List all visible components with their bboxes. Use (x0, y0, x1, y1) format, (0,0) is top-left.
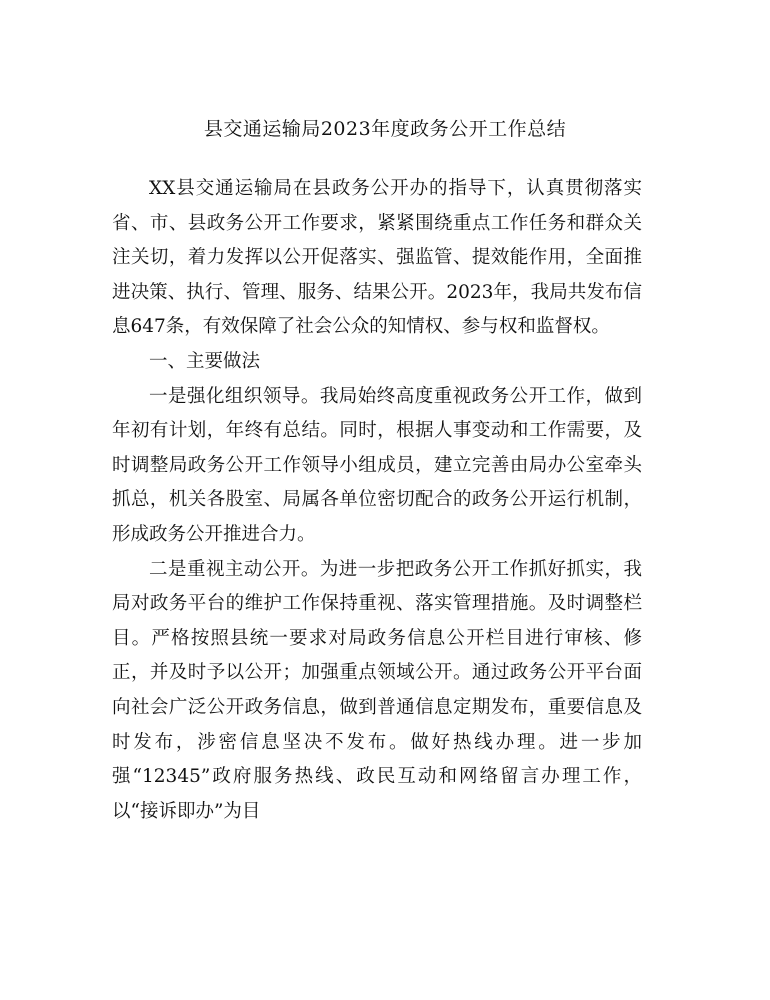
paragraph-organization-leadership: 一是强化组织领导。我局始终高度重视政务公开工作，做到年初有计划，年终有总结。同时，根据人事变动和工作需要，及时调整局政务公开工作领导小组成员，建立完善由局办公室牵头抓总，机关各股室、局属各单位密切配合的政务公开运行机制，形成政务公开推进合力。 (112, 385, 642, 545)
section-heading-main-practices: 一、主要做法 (149, 350, 261, 372)
intro-paragraph: XX县交通运输局在县政务公开办的指导下，认真贯彻落实省、市、县政务公开工作要求，紧紧围绕重点工作任务和群众关注关切，着力发挥以公开促落实、强监管、提效能作用，全面推进决策、执行、管理、服务、结果公开。2023年，我局共发布信息647条，有效保障了社会公众的知情权、参与权和监督权。 (112, 178, 642, 338)
paragraph-proactive-disclosure: 二是重视主动公开。为进一步把政务公开工作抓好抓实，我局对政务平台的维护工作保持重视、落实管理措施。及时调整栏目。严格按照县统一要求对局政务信息公开栏目进行审核、修正，并及时予以公开；加强重点领域公开。通过政务公开平台面向社会广泛公开政务信息，做到普通信息定期发布，重要信息及时发布，涉密信息坚决不发布。做好热线办理。进一步加强“12345”政府服务热线、政民互动和网络留言办理工作，以“接诉即办”为目 (112, 558, 642, 822)
document-title: 县交通运输局2023年度政务公开工作总结 (203, 118, 567, 140)
document-body (112, 172, 642, 829)
